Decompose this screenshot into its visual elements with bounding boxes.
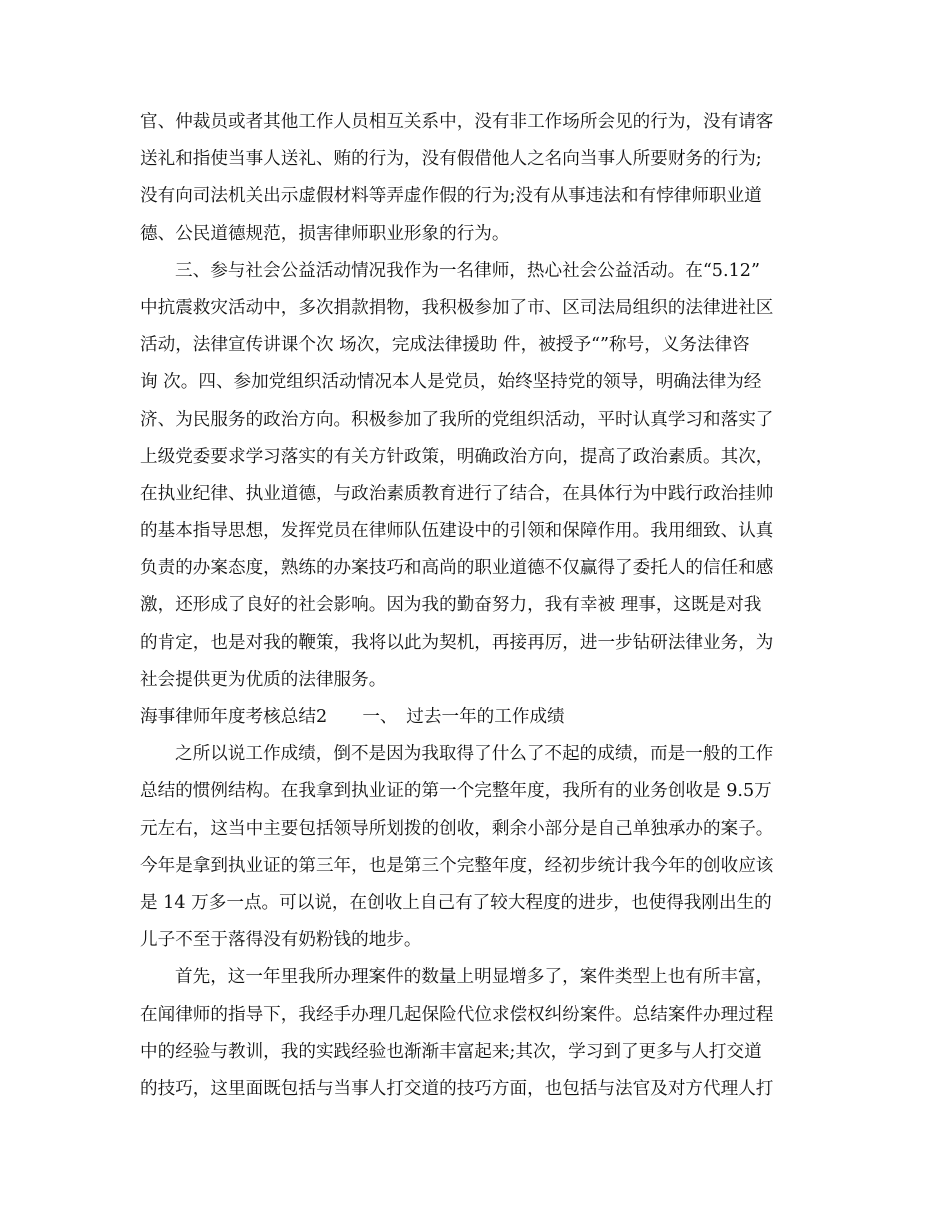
text-line: 负责的办案态度，熟练的办案技巧和高尚的职业道德不仅赢得了委托人的信任和感	[140, 558, 774, 579]
text-line: 在闻律师的指导下，我经手办理几起保险代位求偿权纠纷案件。总结案件办理过程	[140, 1004, 774, 1025]
text-line: 中抗震救灾活动中，多次捐款捐物，我积极参加了市、区司法局组织的法律进社区	[140, 297, 774, 318]
text-line: 之所以说工作成绩，倒不是因为我取得了什么了不起的成绩，而是一般的工作	[175, 744, 774, 765]
text-line: 儿子不至于落得没有奶粉钱的地步。	[140, 930, 422, 951]
text-line: 元左右，这当中主要包括领导所划拨的创收，剩余小部分是自己单独承办的案子。	[140, 818, 774, 839]
text-line: 济、为民服务的政治方向。积极参加了我所的党组织活动，平时认真学习和落实了	[140, 409, 774, 430]
text-line: 上级党委要求学习落实的有关方针政策，明确政治方向，提高了政治素质。其次，	[140, 446, 774, 467]
text-line: 中的经验与教训，我的实践经验也渐渐丰富起来;其次，学习到了更多与人打交道	[140, 1041, 762, 1062]
text-line: 是 14 万多一点。可以说，在创收上自己有了较大程度的进步，也使得我刚出生的	[140, 892, 772, 913]
text-line: 在执业纪律、执业道德，与政治素质教育进行了结合，在具体行为中践行政治挂帅	[140, 483, 774, 504]
text-line: 送礼和指使当事人送礼、贿的行为，没有假借他人之名向当事人所要财务的行为;	[140, 149, 762, 170]
text-line: 三、参与社会公益活动情况我作为一名律师，热心社会公益活动。在“5.12”	[175, 260, 760, 281]
text-line: 激，还形成了良好的社会影响。因为我的勤奋努力，我有幸被 理事，这既是对我	[140, 595, 762, 616]
text-line: 活动，法律宣传讲课个次 场次，完成法律援助 件，被授予“”称号，义务法律咨	[140, 335, 750, 356]
text-line: 今年是拿到执业证的第三年，也是第三个完整年度，经初步统计我今年的创收应该	[140, 855, 774, 876]
text-line: 没有向司法机关出示虚假材料等弄虚作假的行为;没有从事违法和有悖律师职业道	[140, 186, 762, 207]
text-line: 首先，这一年里我所办理案件的数量上明显增多了，案件类型上也有所丰富，	[175, 967, 774, 988]
text-line: 德、公民道德规范，损害律师职业形象的行为。	[140, 223, 510, 244]
text-line: 的肯定，也是对我的鞭策，我将以此为契机，再接再厉，进一步钻研法律业务，为	[140, 632, 774, 653]
section-heading: 海事律师年度考核总结2 一、 过去一年的工作成绩	[140, 707, 565, 727]
text-line: 询 次。四、参加党组织活动情况本人是党员，始终坚持党的领导，明确法律为经	[140, 372, 762, 393]
text-line: 总结的惯例结构。在我拿到执业证的第一个完整年度，我所有的业务创收是 9.5万	[140, 781, 772, 802]
text-line: 的技巧，这里面既包括与当事人打交道的技巧方面，也包括与法官及对方代理人打	[140, 1078, 774, 1099]
document-body	[140, 104, 820, 1108]
text-line: 官、仲裁员或者其他工作人员相互关系中，没有非工作场所会见的行为，没有请客	[140, 112, 774, 132]
text-line: 社会提供更为优质的法律服务。	[140, 669, 387, 690]
text-line: 的基本指导思想，发挥党员在律师队伍建设中的引领和保障作用。我用细致、认真	[140, 521, 774, 542]
